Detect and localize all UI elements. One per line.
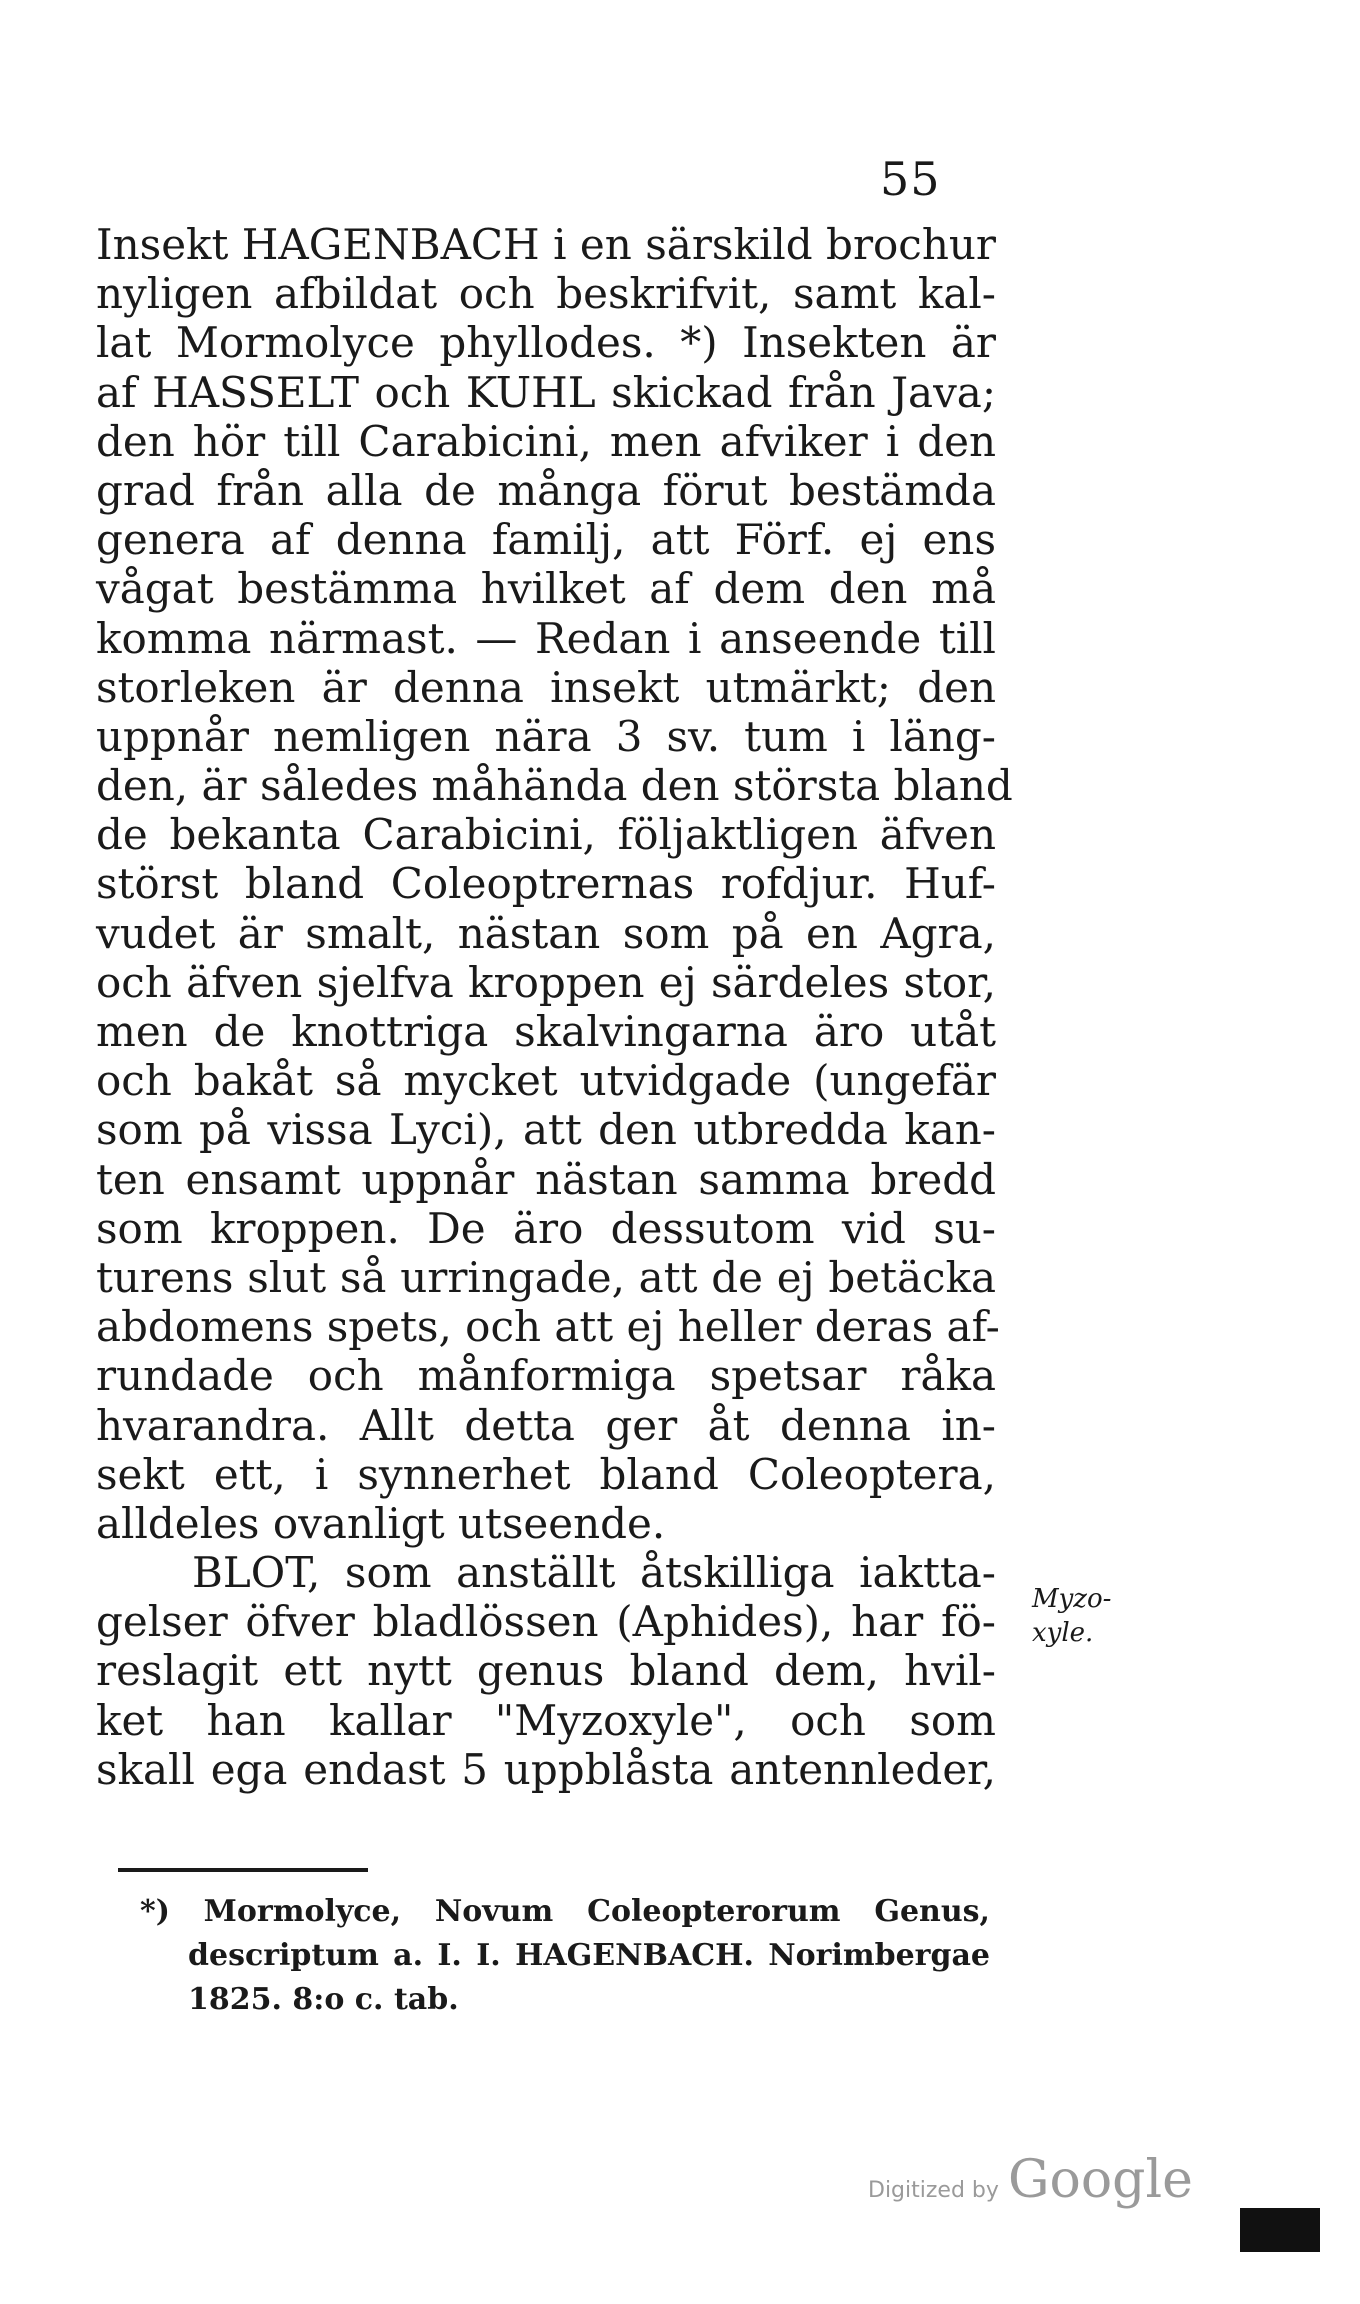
footnote-rule bbox=[118, 1868, 368, 1872]
text-line: gelser öfver bladlössen (Aphides), har fö- bbox=[96, 1597, 996, 1647]
footnote-line: 1825. 8:o c. tab. bbox=[188, 1982, 459, 2017]
text-line: nyligen afbildat och beskrifvit, samt kal- bbox=[96, 269, 996, 319]
text-line: hvarandra. Allt detta ger åt denna in- bbox=[96, 1400, 996, 1450]
text-line: af HASSELT och KUHL skickad från Java; bbox=[96, 367, 996, 417]
text-line: de bekanta Carabicini, följaktligen äfven bbox=[96, 810, 996, 860]
text-line: den, är således måhända den största bland bbox=[96, 761, 1013, 811]
text-line: vågat bestämma hvilket af dem den må bbox=[96, 564, 996, 614]
margin-note-line: Myzo- bbox=[1032, 1584, 1112, 1614]
text-line: rundade och månformiga spetsar råka bbox=[96, 1351, 996, 1401]
text-line: som på vissa Lyci), att den utbredda kan- bbox=[96, 1105, 996, 1155]
text-line: skall ega endast 5 uppblåsta antennleder, bbox=[96, 1744, 996, 1794]
text-line: turens slut så urringade, att de ej betäcka bbox=[96, 1252, 996, 1302]
body-text bbox=[96, 220, 1013, 1794]
text-line: komma närmast. — Redan i anseende till bbox=[96, 613, 996, 663]
watermark-prefix: Digitized by bbox=[868, 2178, 999, 2203]
text-line: Insekt HAGENBACH i en särskild brochur bbox=[96, 220, 996, 269]
page-number: 55 bbox=[880, 152, 941, 206]
text-line: lat Mormolyce phyllodes. *) Insekten är bbox=[96, 318, 996, 368]
footnote-line: *) Mormolyce, Novum Coleopterorum Genus, bbox=[140, 1894, 990, 1929]
scan-corner-mark bbox=[1240, 2208, 1320, 2252]
text-line: alldeles ovanligt utseende. bbox=[96, 1498, 666, 1548]
text-line: och bakåt så mycket utvidgade (ungefär bbox=[96, 1056, 996, 1106]
text-line: ket han kallar "Myzoxyle", och som bbox=[96, 1695, 996, 1745]
footnote bbox=[140, 1890, 990, 2022]
text-line: ten ensamt uppnår nästan samma bredd bbox=[96, 1154, 996, 1204]
text-line: grad från alla de många förut bestämda bbox=[96, 465, 996, 515]
text-line: abdomens spets, och att ej heller deras af- bbox=[96, 1302, 1000, 1352]
text-line: vudet är smalt, nästan som på en Agra, bbox=[96, 908, 996, 958]
text-line: uppnår nemligen nära 3 sv. tum i läng- bbox=[96, 711, 996, 761]
text-line: och äfven sjelfva kroppen ej särdeles stor, bbox=[96, 957, 996, 1007]
footnote-line: descriptum a. I. I. HAGENBACH. Norimbergae bbox=[188, 1938, 990, 1973]
google-logo: Google bbox=[1008, 2150, 1193, 2210]
text-line: sekt ett, i synnerhet bland Coleoptera, bbox=[96, 1449, 996, 1499]
text-line: störst bland Coleoptrernas rofdjur. Huf- bbox=[96, 859, 996, 909]
text-line: storleken är denna insekt utmärkt; den bbox=[96, 662, 996, 712]
text-line: BLOT, som anställt åtskilliga iaktta- bbox=[192, 1548, 996, 1598]
digitization-watermark bbox=[868, 2150, 1193, 2210]
margin-note bbox=[1032, 1582, 1122, 1650]
text-line: reslagit ett nytt genus bland dem, hvil- bbox=[96, 1646, 996, 1696]
text-line: genera af denna familj, att Förf. ej ens bbox=[96, 515, 996, 565]
text-line: men de knottriga skalvingarna äro utåt bbox=[96, 1007, 996, 1056]
text-line: den hör till Carabicini, men afviker i den bbox=[96, 416, 996, 466]
text-line: som kroppen. De äro dessutom vid su- bbox=[96, 1203, 996, 1253]
margin-note-line: xyle. bbox=[1032, 1618, 1094, 1648]
